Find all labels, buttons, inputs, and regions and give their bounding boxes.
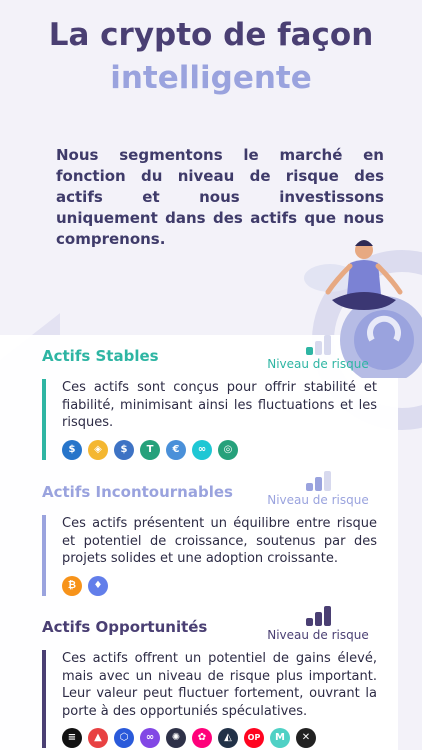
solana-icon: ≡ bbox=[62, 728, 82, 748]
risk-bars bbox=[266, 333, 370, 355]
risk-bar-2 bbox=[315, 341, 322, 355]
risk-label: Niveau de risque bbox=[267, 357, 369, 371]
risk-indicator bbox=[266, 333, 370, 371]
section-body bbox=[42, 379, 377, 460]
section-body bbox=[42, 650, 377, 748]
risk-bar-2 bbox=[315, 612, 322, 626]
section-description: Ces actifs sont conçus pour offrir stabilité et fiabilité, minimisant ainsi les fluctuations et les risques. bbox=[62, 380, 377, 430]
risk-bar-1 bbox=[306, 483, 313, 491]
headline-line-2: intelligente bbox=[110, 60, 312, 96]
coin-list bbox=[62, 728, 377, 748]
arbitrum-icon: ◭ bbox=[218, 728, 238, 748]
risk-bars bbox=[266, 469, 370, 491]
avalanche-icon: ▲ bbox=[88, 728, 108, 748]
usdc-icon: $ bbox=[62, 440, 82, 460]
mantra-icon: M bbox=[270, 728, 290, 748]
risk-bar-3 bbox=[324, 335, 331, 355]
chainlink-icon: ⬡ bbox=[114, 728, 134, 748]
coin-list bbox=[62, 576, 377, 596]
bitcoin-icon: ₿ bbox=[62, 576, 82, 596]
ethereum-icon: ♦ bbox=[88, 576, 108, 596]
section-description: Ces actifs offrent un potentiel de gains élevé, mais avec un niveau de risque plus important. Leur valeur peut fluctuer fortement, ouvrant la porte à des opportuniés spéculatives. bbox=[62, 651, 377, 719]
coin-list bbox=[62, 440, 377, 460]
xrp-icon: ✕ bbox=[296, 728, 316, 748]
risk-indicator bbox=[266, 604, 370, 642]
intro-text: Nous segmentons le marché en fonction du niveau de risque des actifs et nous investissons uniquement dans des actifs que nous comprenons. bbox=[56, 146, 384, 248]
optimism-icon: OP bbox=[244, 728, 264, 748]
risk-bar-2 bbox=[315, 477, 322, 491]
risk-label: Niveau de risque bbox=[267, 493, 369, 507]
section-body bbox=[42, 515, 377, 596]
page-headline bbox=[0, 14, 422, 100]
polygon-icon: ∞ bbox=[140, 728, 160, 748]
section-title: Actifs Opportunités bbox=[42, 618, 208, 636]
tether-icon: T bbox=[140, 440, 160, 460]
eurc-icon: € bbox=[166, 440, 186, 460]
risk-bar-1 bbox=[306, 618, 313, 626]
usd-coin-icon: $ bbox=[114, 440, 134, 460]
risk-indicator bbox=[266, 469, 370, 507]
section-title: Actifs Stables bbox=[42, 347, 159, 365]
uniswap-icon: ✿ bbox=[192, 728, 212, 748]
risk-bar-1 bbox=[306, 347, 313, 355]
gusd-icon: ∞ bbox=[192, 440, 212, 460]
headline-line-1: La crypto de façon bbox=[48, 17, 374, 53]
section-description: Ces actifs présentent un équilibre entre risque et potentiel de croissance, soutenus par des projets solides et une adoption croissante. bbox=[62, 516, 377, 566]
risk-label: Niveau de risque bbox=[267, 628, 369, 642]
section-title: Actifs Incontournables bbox=[42, 483, 233, 501]
cosmos-icon: ✺ bbox=[166, 728, 186, 748]
risk-bar-3 bbox=[324, 471, 331, 491]
risk-bars bbox=[266, 604, 370, 626]
dai-icon: ◈ bbox=[88, 440, 108, 460]
usdp-icon: ◎ bbox=[218, 440, 238, 460]
risk-bar-3 bbox=[324, 606, 331, 626]
